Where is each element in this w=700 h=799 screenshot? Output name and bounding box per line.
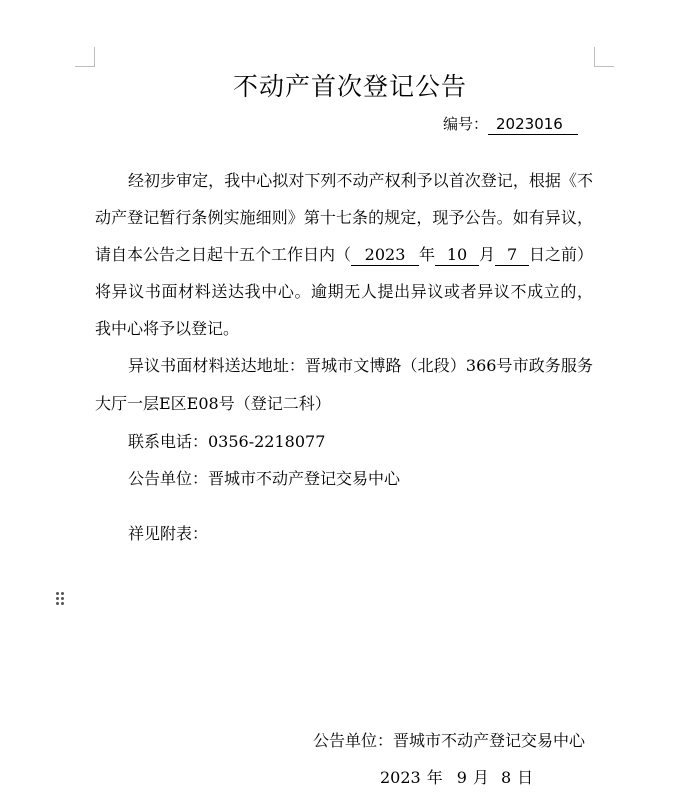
deadline-year: 2023 [351, 245, 419, 266]
crop-mark [594, 66, 614, 67]
announcing-unit: 公告单位：晋城市不动产登记交易中心 [128, 469, 401, 488]
attachment-note: 祥见附表： [128, 524, 209, 543]
crop-mark [594, 47, 595, 67]
address-line-2: 大厅一层E区E08号（登记二科） [95, 394, 331, 413]
deadline-day: 7 [495, 245, 529, 266]
footer-year: 2023 [380, 768, 421, 787]
deadline-month: 10 [435, 245, 479, 266]
deadline-suffix: 日之前） [529, 245, 594, 264]
page-title: 不动产首次登记公告 [232, 72, 467, 101]
deadline-year-unit: 年 [419, 245, 436, 264]
deadline-month-unit: 月 [479, 245, 496, 264]
doc-number-label: 编号： [443, 115, 489, 133]
body-line-2: 动产登记暂行条例实施细则》第十七条的规定，现予公告。如有异议， [95, 208, 593, 227]
doc-number [443, 114, 578, 135]
body-line-1: 经初步审定，我中心拟对下列不动产权利予以首次登记，根据《不 [128, 171, 593, 190]
footer-date [380, 767, 539, 789]
footer-month: 9 [456, 768, 467, 787]
address-line-1: 异议书面材料送达地址：晋城市文博路（北段）366号市政务服务 [128, 356, 593, 375]
doc-number-value: 2023016 [488, 114, 578, 135]
footer-unit: 公告单位：晋城市不动产登记交易中心 [313, 731, 586, 750]
footer-year-unit: 年 [426, 768, 443, 787]
crop-mark [75, 66, 95, 67]
contact-phone: 联系电话：0356-2218077 [128, 432, 326, 451]
footer-day: 8 [500, 768, 512, 787]
deadline-prefix: 请自本公告之日起十五个工作日内（ [95, 245, 352, 264]
crop-mark [94, 47, 95, 67]
footer-month-unit: 月 [472, 768, 489, 787]
body-line-4: 将异议书面材料送达我中心。逾期无人提出异议或者异议不成立的， [95, 282, 593, 301]
footer-day-unit: 日 [517, 768, 534, 787]
drag-handle-icon[interactable] [56, 592, 66, 608]
body-line-3 [95, 244, 593, 266]
body-line-5: 我中心将予以登记。 [95, 319, 240, 338]
